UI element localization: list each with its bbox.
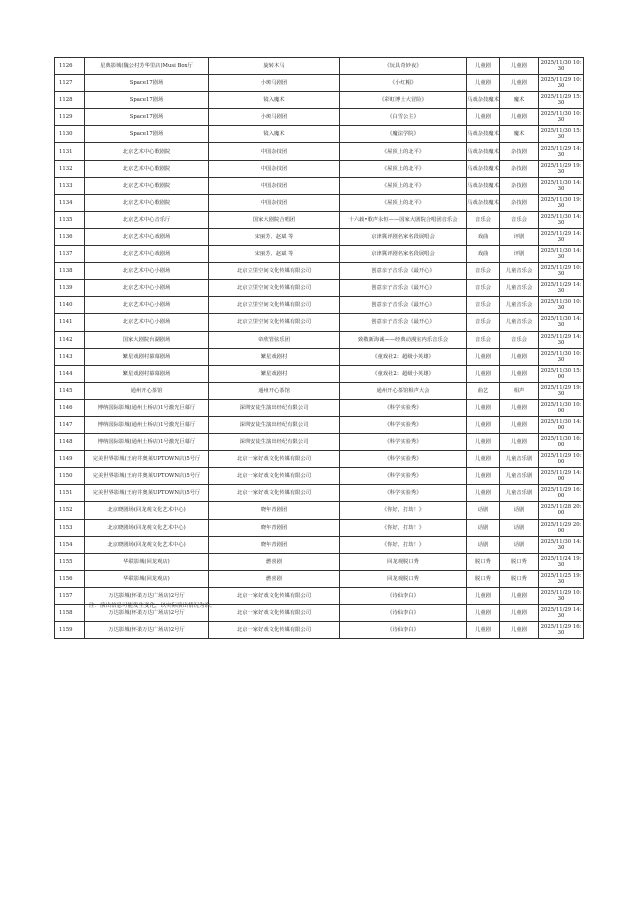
- cell-number: 1153: [55, 519, 85, 536]
- cell-number: 1130: [55, 126, 85, 143]
- cell-venue: 繁星戏剧村幕幕剧场: [85, 365, 209, 382]
- cell-category: 戏曲: [467, 246, 500, 263]
- cell-venue: Space17剧场: [85, 92, 209, 109]
- cell-subcategory: 儿童剧: [500, 622, 539, 639]
- cell-venue: 北京艺术中心戏剧场: [85, 228, 209, 245]
- cell-number: 1155: [55, 553, 85, 570]
- cell-venue: 完美世界影城(王府井奥莱UPTOWN店)5号厅: [85, 485, 209, 502]
- cell-title: 创意亲子音乐会《最开心》: [340, 263, 467, 280]
- cell-subcategory: 评剧: [500, 246, 539, 263]
- cell-time: 2025/11/30 16:00: [539, 434, 584, 451]
- cell-organizer: 帝欣管弦乐团: [209, 331, 340, 348]
- cell-venue: 北京晓剧场(回龙观文化艺术中心): [85, 536, 209, 553]
- cell-venue: 繁星戏剧村幕幕剧场: [85, 348, 209, 365]
- cell-title: 《童戏社2：超级小英雄》: [340, 348, 467, 365]
- cell-venue: 完美世界影城(王府井奥莱UPTOWN店)5号厅: [85, 451, 209, 468]
- cell-category: 马戏杂技魔术: [467, 126, 500, 143]
- cell-organizer: 宋丽芳、赵斌 等: [209, 246, 340, 263]
- cell-category: 儿童剧: [467, 348, 500, 365]
- table-body: [55, 58, 584, 639]
- cell-venue: 北京艺术中心小剧场: [85, 314, 209, 331]
- cell-title: 《屋顶上的北平》: [340, 160, 467, 177]
- cell-time: 2025/11/30 10:30: [539, 348, 584, 365]
- cell-venue: Space17剧场: [85, 75, 209, 92]
- cell-title: 《魔法学院》: [340, 126, 467, 143]
- table-row: [55, 502, 584, 519]
- cell-time: 2025/11/24 19:30: [539, 553, 584, 570]
- cell-organizer: 北京一家好戏文化传媒有限公司: [209, 451, 340, 468]
- cell-category: 马戏杂技魔术: [467, 177, 500, 194]
- cell-number: 1135: [55, 211, 85, 228]
- table-row: [55, 399, 584, 416]
- cell-title: 《玩具奇妙夜》: [340, 58, 467, 75]
- cell-title: 《你好，打劫！》: [340, 502, 467, 519]
- cell-subcategory: 杂技剧: [500, 143, 539, 160]
- cell-time: 2025/11/29 20:00: [539, 519, 584, 536]
- table-row: [55, 280, 584, 297]
- cell-venue: 北京晓剧场(回龙观文化艺术中心): [85, 502, 209, 519]
- cell-title: 创意亲子音乐会《最开心》: [340, 280, 467, 297]
- cell-title: 《科学实验秀》: [340, 451, 467, 468]
- cell-number: 1144: [55, 365, 85, 382]
- cell-time: 2025/11/29 16:00: [539, 485, 584, 502]
- cell-number: 1142: [55, 331, 85, 348]
- cell-time: 2025/11/29 14:30: [539, 605, 584, 622]
- cell-category: 儿童剧: [467, 451, 500, 468]
- cell-category: 儿童剧: [467, 75, 500, 92]
- cell-number: 1138: [55, 263, 85, 280]
- cell-venue: 北京艺术中心小剧场: [85, 297, 209, 314]
- cell-time: 2025/11/29 16:30: [539, 622, 584, 639]
- cell-time: 2025/11/30 14:30: [539, 314, 584, 331]
- table-row: [55, 126, 584, 143]
- table-row: [55, 348, 584, 365]
- cell-organizer: 繁星戏剧村: [209, 348, 340, 365]
- cell-organizer: 燃喜剧: [209, 570, 340, 587]
- cell-venue: 万达影城(怀柔万达广场店)2号厅: [85, 622, 209, 639]
- cell-venue: 星典影城(魏公村芳华里店)Musi Box厅: [85, 58, 209, 75]
- cell-subcategory: 魔术: [500, 126, 539, 143]
- cell-number: 1149: [55, 451, 85, 468]
- cell-number: 1154: [55, 536, 85, 553]
- cell-title: 《童戏社2：超级小英雄》: [340, 365, 467, 382]
- cell-title: 回龙观脱口秀: [340, 570, 467, 587]
- cell-number: 1146: [55, 399, 85, 416]
- cell-venue: 博纳国际影城(通州土桥店)1号激光巨幕厅: [85, 399, 209, 416]
- cell-category: 马戏杂技魔术: [467, 160, 500, 177]
- cell-category: 脱口秀: [467, 553, 500, 570]
- cell-category: 音乐会: [467, 314, 500, 331]
- cell-number: 1141: [55, 314, 85, 331]
- cell-number: 1133: [55, 177, 85, 194]
- cell-subcategory: 儿童剧: [500, 399, 539, 416]
- cell-organizer: 镜入魔术: [209, 126, 340, 143]
- cell-time: 2025/11/29 10:30: [539, 587, 584, 604]
- cell-category: 话剧: [467, 502, 500, 519]
- cell-organizer: 旋转木马: [209, 58, 340, 75]
- cell-organizer: 北京立里空间文化传媒有限公司: [209, 297, 340, 314]
- cell-title: 回龙观脱口秀: [340, 553, 467, 570]
- cell-venue: Space17剧场: [85, 126, 209, 143]
- cell-time: 2025/11/29 10:30: [539, 75, 584, 92]
- cell-venue: 北京艺术中心音乐厅: [85, 211, 209, 228]
- cell-venue: 北京艺术中心歌剧院: [85, 160, 209, 177]
- cell-venue: 北京艺术中心小剧场: [85, 280, 209, 297]
- cell-time: 2025/11/30 14:30: [539, 536, 584, 553]
- cell-subcategory: 话剧: [500, 519, 539, 536]
- cell-venue: 北京艺术中心歌剧院: [85, 194, 209, 211]
- cell-number: 1134: [55, 194, 85, 211]
- cell-venue: 华联影城(回龙观店): [85, 570, 209, 587]
- performance-table: [54, 57, 584, 639]
- cell-title: 《你好，打劫！》: [340, 536, 467, 553]
- cell-time: 2025/11/29 14:00: [539, 468, 584, 485]
- table-row: [55, 92, 584, 109]
- cell-subcategory: 相声: [500, 382, 539, 399]
- cell-venue: 北京艺术中心歌剧院: [85, 177, 209, 194]
- cell-category: 音乐会: [467, 263, 500, 280]
- cell-subcategory: 儿童剧: [500, 416, 539, 433]
- table-row: [55, 434, 584, 451]
- cell-organizer: 北京一家好戏文化传媒有限公司: [209, 622, 340, 639]
- table-row: [55, 365, 584, 382]
- cell-category: 音乐会: [467, 331, 500, 348]
- cell-organizer: 中国杂技团: [209, 177, 340, 194]
- cell-organizer: 晓年青剧团: [209, 502, 340, 519]
- cell-number: 1148: [55, 434, 85, 451]
- table-row: [55, 468, 584, 485]
- cell-subcategory: 儿童音乐剧: [500, 485, 539, 502]
- table-row: [55, 297, 584, 314]
- cell-category: 曲艺: [467, 382, 500, 399]
- table-row: [55, 416, 584, 433]
- cell-organizer: 北京立里空间文化传媒有限公司: [209, 263, 340, 280]
- cell-subcategory: 儿童剧: [500, 58, 539, 75]
- cell-category: 话剧: [467, 519, 500, 536]
- cell-time: 2025/11/29 10:00: [539, 451, 584, 468]
- cell-category: 脱口秀: [467, 570, 500, 587]
- cell-number: 1136: [55, 228, 85, 245]
- cell-title: 《小红帽》: [340, 75, 467, 92]
- cell-organizer: 北京一家好戏文化传媒有限公司: [209, 587, 340, 604]
- cell-title: 《科学实验秀》: [340, 485, 467, 502]
- cell-venue: 北京艺术中心戏剧场: [85, 246, 209, 263]
- cell-subcategory: 杂技剧: [500, 177, 539, 194]
- cell-number: 1126: [55, 58, 85, 75]
- cell-organizer: 深圳安徒生演出经纪有限公司: [209, 399, 340, 416]
- cell-subcategory: 脱口秀: [500, 570, 539, 587]
- cell-subcategory: 魔术: [500, 92, 539, 109]
- cell-organizer: 晓年青剧团: [209, 519, 340, 536]
- table-row: [55, 177, 584, 194]
- cell-time: 2025/11/30 19:30: [539, 194, 584, 211]
- table-row: [55, 519, 584, 536]
- cell-category: 儿童剧: [467, 365, 500, 382]
- cell-number: 1140: [55, 297, 85, 314]
- cell-number: 1129: [55, 109, 85, 126]
- cell-time: 2025/11/30 14:00: [539, 416, 584, 433]
- cell-category: 儿童剧: [467, 622, 500, 639]
- table-row: [55, 211, 584, 228]
- cell-number: 1152: [55, 502, 85, 519]
- cell-organizer: 中国杂技团: [209, 143, 340, 160]
- cell-title: 《白雪公主》: [340, 109, 467, 126]
- cell-number: 1127: [55, 75, 85, 92]
- cell-category: 儿童剧: [467, 434, 500, 451]
- cell-subcategory: 儿童剧: [500, 109, 539, 126]
- cell-number: 1157: [55, 587, 85, 604]
- cell-title: 《诗仙李白》: [340, 622, 467, 639]
- table-row: [55, 75, 584, 92]
- cell-category: 儿童剧: [467, 605, 500, 622]
- cell-category: 儿童剧: [467, 399, 500, 416]
- cell-time: 2025/11/30 15:30: [539, 126, 584, 143]
- cell-subcategory: 儿童音乐剧: [500, 451, 539, 468]
- cell-subcategory: 儿童音乐会: [500, 280, 539, 297]
- table-row: [55, 451, 584, 468]
- cell-organizer: 通州开心茶馆: [209, 382, 340, 399]
- cell-subcategory: 儿童剧: [500, 365, 539, 382]
- cell-organizer: 燃喜剧: [209, 553, 340, 570]
- cell-subcategory: 儿童剧: [500, 348, 539, 365]
- cell-subcategory: 音乐会: [500, 331, 539, 348]
- cell-venue: 博纳国际影城(通州土桥店)1号激光巨幕厅: [85, 416, 209, 433]
- cell-time: 2025/11/30 14:30: [539, 211, 584, 228]
- cell-title: 《科学实验秀》: [340, 434, 467, 451]
- cell-category: 马戏杂技魔术: [467, 194, 500, 211]
- cell-organizer: 小斑马剧团: [209, 109, 340, 126]
- cell-time: 2025/11/30 10:30: [539, 58, 584, 75]
- table-row: [55, 314, 584, 331]
- cell-category: 马戏杂技魔术: [467, 92, 500, 109]
- cell-category: 儿童剧: [467, 485, 500, 502]
- cell-subcategory: 评剧: [500, 228, 539, 245]
- cell-time: 2025/11/29 14:30: [539, 280, 584, 297]
- cell-venue: 博纳国际影城(通州土桥店)1号激光巨幕厅: [85, 434, 209, 451]
- cell-time: 2025/11/29 19:30: [539, 160, 584, 177]
- table-row: [55, 263, 584, 280]
- cell-subcategory: 儿童音乐剧: [500, 468, 539, 485]
- cell-subcategory: 儿童音乐会: [500, 314, 539, 331]
- table-row: [55, 570, 584, 587]
- table-row: [55, 382, 584, 399]
- cell-venue: 万达影城(怀柔万达广场店)2号厅: [85, 605, 209, 622]
- cell-time: 2025/11/28 20:00: [539, 502, 584, 519]
- cell-number: 1147: [55, 416, 85, 433]
- cell-venue: 北京艺术中心歌剧院: [85, 143, 209, 160]
- cell-category: 儿童剧: [467, 416, 500, 433]
- cell-title: 《诗仙李白》: [340, 605, 467, 622]
- cell-subcategory: 话剧: [500, 502, 539, 519]
- table-row: [55, 485, 584, 502]
- cell-number: 1132: [55, 160, 85, 177]
- cell-title: 《屋顶上的北平》: [340, 143, 467, 160]
- cell-category: 音乐会: [467, 297, 500, 314]
- cell-time: 2025/11/25 19:30: [539, 570, 584, 587]
- cell-venue: 北京晓剧场(回龙观文化艺术中心): [85, 519, 209, 536]
- cell-organizer: 国家大剧院合唱团: [209, 211, 340, 228]
- cell-category: 戏曲: [467, 228, 500, 245]
- cell-organizer: 北京一家好戏文化传媒有限公司: [209, 468, 340, 485]
- cell-category: 音乐会: [467, 211, 500, 228]
- cell-title: 十六载•歌声永恒——国家大剧院合唱团音乐会: [340, 211, 467, 228]
- cell-number: 1143: [55, 348, 85, 365]
- cell-title: 《科学实验秀》: [340, 468, 467, 485]
- cell-title: 《彩虹博士大冒险》: [340, 92, 467, 109]
- table-row: [55, 228, 584, 245]
- cell-subcategory: 脱口秀: [500, 553, 539, 570]
- table-row: [55, 536, 584, 553]
- cell-title: 致敬新海诚——经典动漫室内乐音乐会: [340, 331, 467, 348]
- cell-title: 通州开心茶馆相声大会: [340, 382, 467, 399]
- cell-title: 《你好，打劫！》: [340, 519, 467, 536]
- cell-title: 《屋顶上的北平》: [340, 194, 467, 211]
- cell-time: 2025/11/30 14:30: [539, 177, 584, 194]
- footnote: 注：演出信息可能发生变化，以实际演出情况为准。: [89, 603, 216, 609]
- cell-title: 《屋顶上的北平》: [340, 177, 467, 194]
- cell-number: 1151: [55, 485, 85, 502]
- cell-category: 马戏杂技魔术: [467, 143, 500, 160]
- cell-time: 2025/11/29 14:30: [539, 331, 584, 348]
- cell-number: 1137: [55, 246, 85, 263]
- cell-venue: 通州开心茶馆: [85, 382, 209, 399]
- cell-time: 2025/11/30 15:00: [539, 365, 584, 382]
- cell-organizer: 北京一家好戏文化传媒有限公司: [209, 605, 340, 622]
- cell-organizer: 小斑马剧团: [209, 75, 340, 92]
- cell-number: 1128: [55, 92, 85, 109]
- cell-category: 音乐会: [467, 280, 500, 297]
- cell-organizer: 北京一家好戏文化传媒有限公司: [209, 485, 340, 502]
- cell-title: 京津冀评剧名家名段展唱会: [340, 228, 467, 245]
- cell-number: 1131: [55, 143, 85, 160]
- cell-category: 儿童剧: [467, 468, 500, 485]
- cell-organizer: 北京立里空间文化传媒有限公司: [209, 314, 340, 331]
- cell-subcategory: 杂技剧: [500, 160, 539, 177]
- cell-time: 2025/11/29 14:30: [539, 143, 584, 160]
- cell-category: 儿童剧: [467, 109, 500, 126]
- cell-subcategory: 儿童剧: [500, 605, 539, 622]
- cell-number: 1150: [55, 468, 85, 485]
- table-row: [55, 622, 584, 639]
- cell-organizer: 镜入魔术: [209, 92, 340, 109]
- cell-venue: Space17剧场: [85, 109, 209, 126]
- cell-subcategory: 儿童音乐会: [500, 297, 539, 314]
- table-row: [55, 194, 584, 211]
- cell-subcategory: 音乐会: [500, 211, 539, 228]
- cell-venue: 北京艺术中心小剧场: [85, 263, 209, 280]
- cell-number: 1159: [55, 622, 85, 639]
- cell-organizer: 宋丽芳、赵斌 等: [209, 228, 340, 245]
- table-row: [55, 143, 584, 160]
- cell-subcategory: 儿童剧: [500, 587, 539, 604]
- cell-title: 创意亲子音乐会《最开心》: [340, 297, 467, 314]
- cell-time: 2025/11/29 14:30: [539, 228, 584, 245]
- cell-time: 2025/11/30 10:30: [539, 109, 584, 126]
- cell-venue: 华联影城(回龙观店): [85, 553, 209, 570]
- cell-venue: 万达影城(怀柔万达广场店)2号厅: [85, 587, 209, 604]
- table-row: [55, 160, 584, 177]
- cell-subcategory: 杂技剧: [500, 194, 539, 211]
- cell-title: 《诗仙李白》: [340, 587, 467, 604]
- cell-subcategory: 儿童剧: [500, 434, 539, 451]
- cell-venue: 完美世界影城(王府井奥莱UPTOWN店)5号厅: [85, 468, 209, 485]
- cell-time: 2025/11/29 19:30: [539, 382, 584, 399]
- cell-number: 1139: [55, 280, 85, 297]
- cell-organizer: 北京立里空间文化传媒有限公司: [209, 280, 340, 297]
- cell-time: 2025/11/29 10:30: [539, 263, 584, 280]
- cell-title: 《科学实验秀》: [340, 399, 467, 416]
- cell-subcategory: 儿童音乐会: [500, 263, 539, 280]
- cell-number: 1158: [55, 605, 85, 622]
- cell-number: 1145: [55, 382, 85, 399]
- cell-number: 1156: [55, 570, 85, 587]
- cell-title: 京津冀评剧名家名段展唱会: [340, 246, 467, 263]
- cell-time: 2025/11/30 10:30: [539, 297, 584, 314]
- cell-category: 儿童剧: [467, 58, 500, 75]
- cell-organizer: 中国杂技团: [209, 194, 340, 211]
- cell-category: 话剧: [467, 536, 500, 553]
- table-row: [55, 58, 584, 75]
- cell-organizer: 繁星戏剧村: [209, 365, 340, 382]
- table-row: [55, 109, 584, 126]
- cell-time: 2025/11/29 15:30: [539, 92, 584, 109]
- cell-subcategory: 儿童剧: [500, 75, 539, 92]
- cell-title: 创意亲子音乐会《最开心》: [340, 314, 467, 331]
- cell-organizer: 中国杂技团: [209, 160, 340, 177]
- cell-time: 2025/11/30 14:30: [539, 246, 584, 263]
- table-row: [55, 331, 584, 348]
- cell-subcategory: 话剧: [500, 536, 539, 553]
- cell-organizer: 深圳安徒生演出经纪有限公司: [209, 416, 340, 433]
- cell-organizer: 深圳安徒生演出经纪有限公司: [209, 434, 340, 451]
- cell-time: 2025/11/30 10:00: [539, 399, 584, 416]
- table-row: [55, 553, 584, 570]
- cell-category: 儿童剧: [467, 587, 500, 604]
- cell-title: 《科学实验秀》: [340, 416, 467, 433]
- cell-venue: 国家大剧院台湖剧场: [85, 331, 209, 348]
- table-row: [55, 246, 584, 263]
- cell-organizer: 晓年青剧团: [209, 536, 340, 553]
